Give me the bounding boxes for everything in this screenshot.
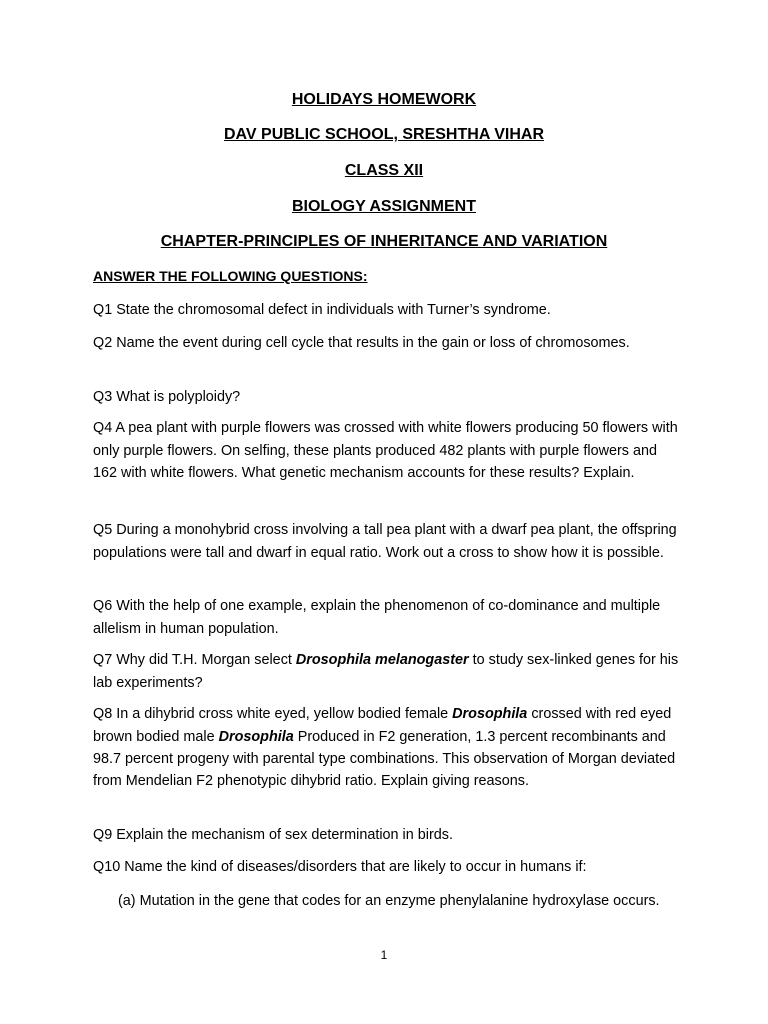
question-8 — [93, 703, 683, 792]
question-7-text-b: to study sex-linked genes for his lab experiments? — [93, 652, 679, 691]
page-number: 1 — [380, 948, 388, 962]
question-8-species-2: Drosophila — [218, 728, 294, 745]
question-10: Q10 Name the kind of diseases/disorders that are likely to occur in humans if: — [93, 859, 587, 876]
title-holidays-homework: HOLIDAYS HOMEWORK — [291, 91, 477, 108]
question-7-species: Drosophila melanogaster — [295, 652, 469, 669]
question-1: Q1 State the chromosomal defect in individuals with Turner’s syndrome. — [93, 302, 551, 319]
question-6: Q6 With the help of one example, explain the phenomenon of co-dominance and multiple allelism in human population. — [93, 598, 661, 637]
section-heading: ANSWER THE FOLLOWING QUESTIONS: — [93, 268, 368, 284]
chapter-title: CHAPTER-PRINCIPLES OF INHERITANCE AND VARIATION — [160, 233, 608, 250]
question-4: Q4 A pea plant with purple flowers was crossed with white flowers producing 50 flowers with only purple flowers. On selfing, these plants produced 482 plants with purple flowers and 162 with white flowers. What genetic mechanism accounts for these results? Explain. — [93, 420, 678, 481]
question-9: Q9 Explain the mechanism of sex determination in birds. — [93, 827, 453, 844]
question-8-text-a: Q8 In a dihybrid cross white eyed, yellow bodied female — [93, 706, 453, 723]
question-2: Q2 Name the event during cell cycle that results in the gain or loss of chromosomes. — [93, 335, 630, 352]
question-3: Q3 What is polyploidy? — [93, 389, 241, 406]
question-8-text-c: Produced in F2 generation, 1.3 percent recombinants and 98.7 percent progeny with parental type combinations. This observation of Morgan deviated from Mendelian F2 phenotypic dihybrid ratio. Explain giving reasons. — [93, 728, 676, 790]
question-8-text-b: crossed with red eyed brown bodied male — [93, 706, 672, 745]
school-name: DAV PUBLIC SCHOOL, SRESHTHA VIHAR — [223, 126, 544, 143]
question-7-text-a: Q7 Why did T.H. Morgan select — [93, 652, 296, 669]
question-10-part-a: (a) Mutation in the gene that codes for an enzyme phenylalanine hydroxylase occurs. — [118, 893, 660, 910]
class-label: CLASS XII — [344, 162, 424, 179]
question-8-species-1: Drosophila — [452, 706, 528, 723]
question-7 — [93, 649, 683, 694]
subject-title: BIOLOGY ASSIGNMENT — [291, 198, 476, 215]
question-5: Q5 During a monohybrid cross involving a tall pea plant with a dwarf pea plant, the offspring populations were tall and dwarf in equal ratio. Work out a cross to show how it is possible. — [93, 522, 677, 561]
